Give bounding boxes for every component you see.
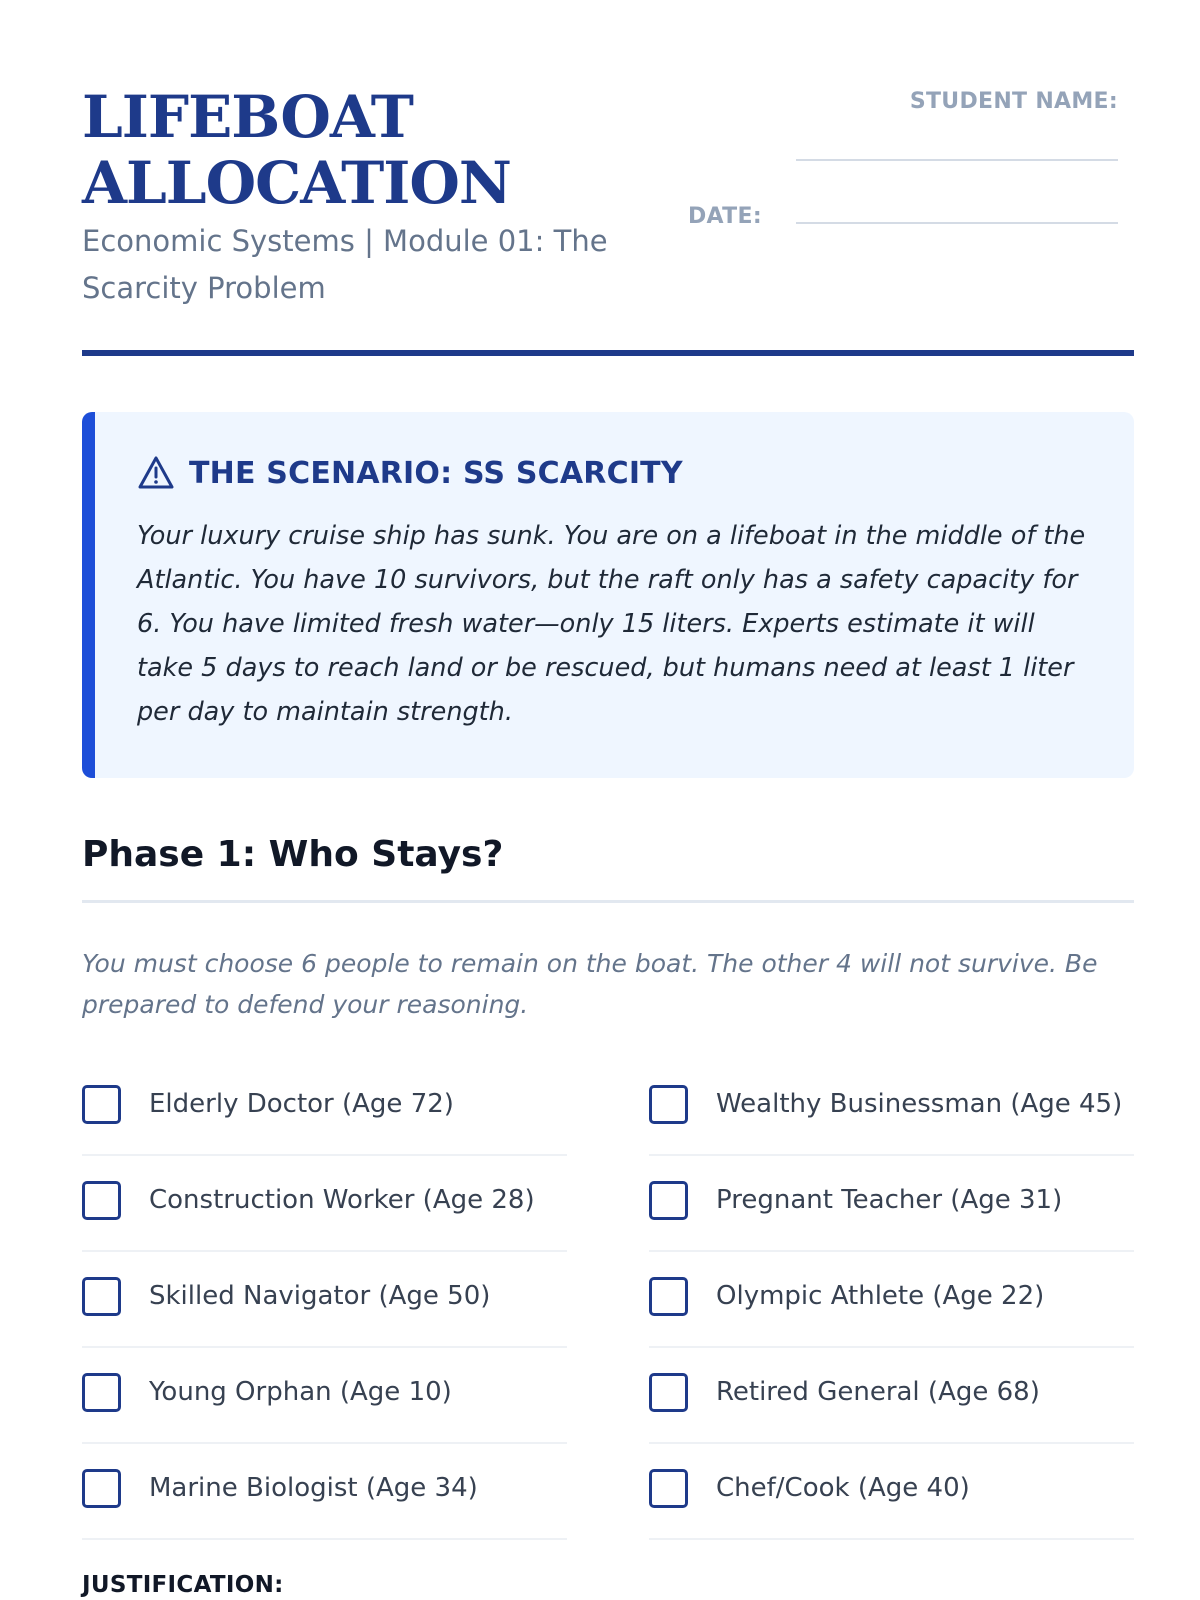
subtitle-line-1: Economic Systems | Module 01: The: [82, 224, 608, 258]
survivor-option[interactable]: [82, 1252, 567, 1348]
scenario-text: Your luxury cruise ship has sunk. You are on a lifeboat in the middle of the Atlantic. You have 10 survivors, but the raft only has a safety capacity for 6. You have limited fresh water—only 15 liters. Experts estimate it will take 5 days to reach land or be rescued, but humans need at least 1 liter per day to maintain strength.: [137, 521, 1086, 727]
warning-triangle-icon: [137, 454, 175, 492]
survivor-option[interactable]: [649, 1348, 1134, 1444]
student-name-field[interactable]: [796, 159, 1118, 161]
phase-1-title: Phase 1: Who Stays?: [82, 834, 504, 875]
survivor-option-label: Retired General (Age 68): [716, 1377, 1040, 1407]
scenario-header: [137, 454, 1098, 492]
survivor-checkbox[interactable]: [82, 1469, 121, 1508]
phase-1-instructions: You must choose 6 people to remain on the boat. The other 4 will not survive. Be prepared to defend your reasoning.: [82, 949, 1098, 1019]
worksheet-title: [82, 84, 642, 216]
survivor-checkbox[interactable]: [82, 1085, 121, 1124]
survivor-checkbox[interactable]: [82, 1277, 121, 1316]
date-label: DATE:: [688, 204, 762, 229]
title-line-2: ALLOCATION: [82, 149, 511, 217]
survivor-option[interactable]: [649, 1060, 1134, 1156]
survivor-checkbox[interactable]: [649, 1373, 688, 1412]
worksheet-subtitle: [82, 218, 642, 312]
survivor-option[interactable]: [649, 1444, 1134, 1540]
survivor-option-label: Skilled Navigator (Age 50): [149, 1281, 491, 1311]
title-line-1: LIFEBOAT: [82, 83, 413, 151]
survivor-checkbox[interactable]: [649, 1085, 688, 1124]
survivor-option-label: Young Orphan (Age 10): [149, 1377, 452, 1407]
student-name-label: STUDENT NAME:: [909, 89, 1118, 114]
survivor-option[interactable]: [649, 1156, 1134, 1252]
survivor-option[interactable]: [82, 1348, 567, 1444]
survivor-option-label: Pregnant Teacher (Age 31): [716, 1185, 1063, 1215]
survivor-checkbox[interactable]: [649, 1181, 688, 1220]
survivor-option[interactable]: [82, 1444, 567, 1540]
date-field[interactable]: [796, 222, 1118, 224]
survivor-option[interactable]: [82, 1156, 567, 1252]
survivor-checkbox[interactable]: [82, 1373, 121, 1412]
title-block: [82, 84, 642, 354]
subtitle-line-2: Scarcity Problem: [82, 271, 326, 305]
header-divider: [82, 350, 1134, 356]
student-info-fields: [688, 84, 1118, 354]
survivor-checkbox[interactable]: [82, 1181, 121, 1220]
survivor-option-label: Olympic Athlete (Age 22): [716, 1281, 1045, 1311]
survivor-option-label: Construction Worker (Age 28): [149, 1185, 535, 1215]
survivor-option-label: Chef/Cook (Age 40): [716, 1473, 970, 1503]
scenario-box: [82, 412, 1134, 778]
phase-1-divider: [82, 900, 1134, 903]
survivor-option[interactable]: [649, 1252, 1134, 1348]
survivor-option-label: Wealthy Businessman (Age 45): [716, 1089, 1123, 1119]
worksheet-header: [82, 84, 1118, 354]
survivor-option-label: Marine Biologist (Age 34): [149, 1473, 478, 1503]
survivor-option[interactable]: [82, 1060, 567, 1156]
survivor-option-label: Elderly Doctor (Age 72): [149, 1089, 454, 1119]
survivor-checkbox[interactable]: [649, 1277, 688, 1316]
survivor-options: [82, 1060, 1134, 1540]
scenario-title: THE SCENARIO: SS SCARCITY: [189, 455, 683, 491]
justification-label: JUSTIFICATION:: [82, 1572, 284, 1598]
survivor-checkbox[interactable]: [649, 1469, 688, 1508]
